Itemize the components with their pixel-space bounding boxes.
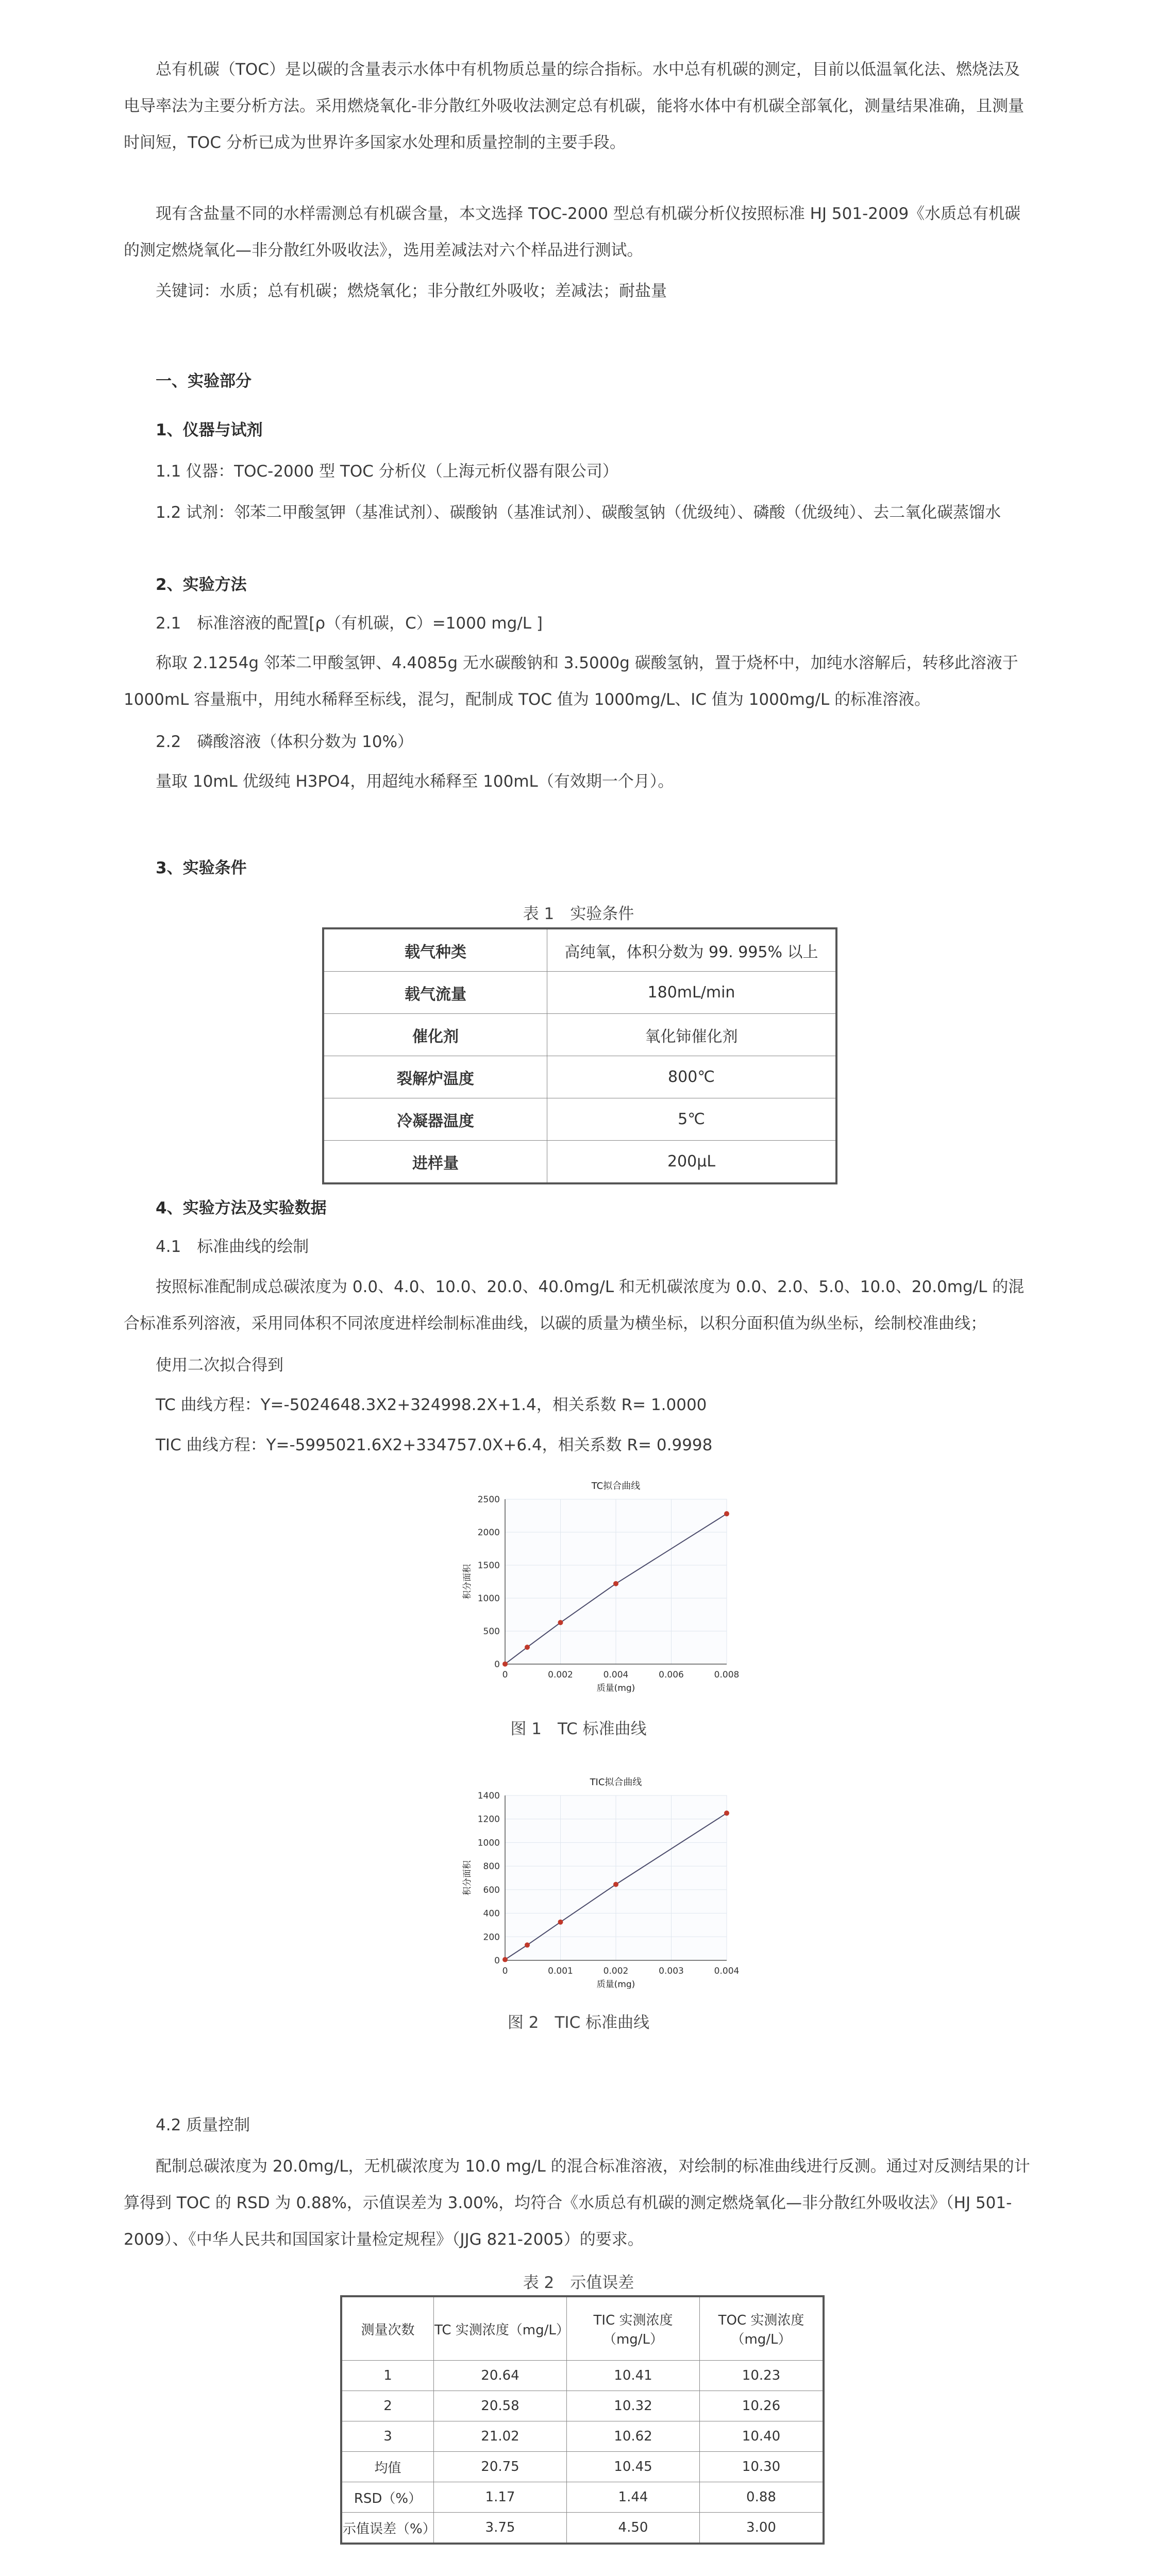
- table-row: 进样量 200μL: [323, 1141, 836, 1184]
- data-point: [724, 1511, 729, 1516]
- section-4-1-body: 按照标准配制成总碳浓度为 0.0、4.0、10.0、20.0、40.0mg/L 和无机碳浓度为 0.0、2.0、5.0、10.0、20.0mg/L 的混合标准系列溶液，采用同体积不同浓度进样绘制标准曲线，以碳的质量为横坐标，以积分面积值为纵坐标，绘制校准曲线；: [124, 1278, 1025, 1333]
- table-row: RSD（%） 1.17 1.44 0.88: [341, 2482, 824, 2513]
- x-tick-label: 0.006: [659, 1670, 684, 1680]
- x-axis-label: 质量(mg): [596, 1683, 635, 1692]
- y-tick-label: 1400: [477, 1791, 500, 1801]
- x-tick-label: 0.001: [548, 1966, 573, 1976]
- table-row: 载气种类 高纯氧，体积分数为 99. 995% 以上: [323, 928, 836, 972]
- experiment-conditions-table: [322, 927, 837, 1184]
- x-tick-label: 0.004: [603, 1670, 629, 1680]
- intro-paragraph-1: 总有机碳（TOC）是以碳的含量表示水体中有机物质总量的综合指标。水中总有机碳的测定，目前以低温氧化法、燃烧法及电导率法为主要分析方法。采用燃烧氧化-非分散红外吸收法测定总有机碳，能将水体中有机碳全部氧化，测量结果准确，且测量时间短，TOC 分析已成为世界许多国家水处理和质量控制的主要手段。: [124, 60, 1025, 152]
- x-tick-label: 0.002: [603, 1966, 629, 1976]
- section-4-title: 4、实验方法及实验数据: [156, 1199, 327, 1217]
- data-point: [724, 1810, 729, 1816]
- x-tick-label: 0: [502, 1670, 508, 1680]
- reagent-line: 1.2 试剂：邻苯二甲酸氢钾（基准试剂）、碳酸钠（基准试剂）、碳酸氢钠（优级纯）、磷酸（优级纯）、去二氧化碳蒸馏水: [156, 503, 1001, 522]
- tc-standard-curve-chart: [454, 1476, 742, 1692]
- tc-equation: TC 曲线方程：Y=-5024648.3X2+324998.2X+1.4，相关系数 R= 1.0000: [156, 1396, 707, 1414]
- y-tick-label: 2500: [477, 1495, 500, 1505]
- table-row: 均值 20.75 10.45 10.30: [341, 2452, 824, 2482]
- fit-note: 使用二次拟合得到: [156, 1356, 283, 1375]
- figure-1-caption: 图 1 TC 标准曲线: [510, 1720, 647, 1738]
- table-row: 冷凝器温度 5℃: [323, 1098, 836, 1141]
- section-4-1-title: 4.1 标准曲线的绘制: [156, 1238, 309, 1256]
- y-tick-label: 500: [483, 1626, 500, 1637]
- section-1-subtitle: 1、仪器与试剂: [156, 421, 263, 439]
- y-tick-label: 1000: [477, 1838, 500, 1849]
- table-row: 催化剂 氧化铈催化剂: [323, 1014, 836, 1056]
- chart-title: TIC拟合曲线: [590, 1777, 642, 1788]
- data-point: [502, 1957, 508, 1962]
- y-axis-label: 积分面积: [462, 1564, 473, 1599]
- x-axis-label: 质量(mg): [596, 1979, 635, 1989]
- x-tick-label: 0: [502, 1966, 508, 1976]
- table-row: 裂解炉温度 800℃: [323, 1056, 836, 1098]
- y-axis-label: 积分面积: [462, 1860, 473, 1895]
- section-4-2-title: 4.2 质量控制: [156, 2116, 250, 2134]
- x-tick-label: 0.003: [659, 1966, 684, 1976]
- x-tick-label: 0.008: [714, 1670, 740, 1680]
- table-row: 1 20.64 10.41 10.23: [341, 2361, 824, 2391]
- section-3-title: 3、实验条件: [156, 859, 247, 877]
- method-2-2-body: 量取 10mL 优级纯 H3PO4，用超纯水稀释至 100mL（有效期一个月）。: [156, 772, 674, 791]
- method-2-1-title: 2.1 标准溶液的配置[ρ（有机碳，C）=1000 mg/L ]: [156, 614, 543, 633]
- table-header-row: 测量次数 TC 实测浓度（mg/L） TIC 实测浓度（mg/L） TOC 实测浓度（mg/L）: [341, 2296, 824, 2361]
- table-2-caption: 表 2 示值误差: [523, 2274, 634, 2292]
- data-point: [525, 1645, 530, 1650]
- method-2-2-title: 2.2 磷酸溶液（体积分数为 10%）: [156, 733, 414, 751]
- indication-error-table: [340, 2295, 825, 2545]
- section-4-2-body: 配制总碳浓度为 20.0mg/L，无机碳浓度为 10.0 mg/L 的混合标准溶液，对绘制的标准曲线进行反测。通过对反测结果的计算得到 TOC 的 RSD 为 0.88%，示值误差为 3.00%，均符合《水质总有机碳的测定燃烧氧化—非分散红外吸收法》（HJ 501-2009）、《中华人民共和国国家计量检定规程》（JJG 821-2005）的要求。: [124, 2157, 1030, 2249]
- table-row: 3 21.02 10.62 10.40: [341, 2421, 824, 2452]
- tic-equation: TIC 曲线方程：Y=-5995021.6X2+334757.0X+6.4，相关系数 R= 0.9998: [156, 1436, 713, 1454]
- section-2-title: 2、实验方法: [156, 575, 247, 594]
- keywords: 关键词：水质；总有机碳；燃烧氧化；非分散红外吸收；差减法；耐盐量: [156, 282, 667, 300]
- instrument-line: 1.1 仪器：TOC-2000 型 TOC 分析仪（上海元析仪器有限公司）: [156, 462, 618, 481]
- intro-paragraph-2: 现有含盐量不同的水样需测总有机碳含量，本文选择 TOC-2000 型总有机碳分析仪按照标准 HJ 501-2009《水质总有机碳的测定燃烧氧化—非分散红外吸收法》，选用差减法对六个样品进行测试。: [124, 205, 1021, 260]
- chart-title: TC拟合曲线: [591, 1481, 641, 1492]
- method-2-1-body: 称取 2.1254g 邻苯二甲酸氢钾、4.4085g 无水碳酸钠和 3.5000g 碳酸氢钠，置于烧杯中，加纯水溶解后，转移此溶液于 1000mL 容量瓶中，用纯水稀释至标线，混匀，配制成 TOC 值为 1000mg/L、IC 值为 1000mg/L 的标准溶液。: [124, 654, 1018, 709]
- data-point: [502, 1662, 508, 1667]
- table-row: 载气流量 180mL/min: [323, 972, 836, 1014]
- data-point: [613, 1581, 618, 1586]
- x-tick-label: 0.004: [714, 1966, 740, 1976]
- y-tick-label: 800: [483, 1861, 500, 1872]
- y-tick-label: 0: [494, 1659, 500, 1670]
- y-tick-label: 600: [483, 1885, 500, 1895]
- y-tick-label: 400: [483, 1908, 500, 1919]
- table-1-caption: 表 1 实验条件: [523, 905, 634, 923]
- data-point: [558, 1920, 563, 1925]
- table-row: 2 20.58 10.32 10.26: [341, 2391, 824, 2421]
- table-row: 示值误差（%） 3.75 4.50 3.00: [341, 2513, 824, 2544]
- data-point: [613, 1882, 618, 1887]
- y-tick-label: 1500: [477, 1561, 500, 1571]
- y-tick-label: 1200: [477, 1814, 500, 1825]
- tic-standard-curve-chart: [454, 1772, 742, 1989]
- y-tick-label: 0: [494, 1956, 500, 1966]
- figure-2-caption: 图 2 TIC 标准曲线: [507, 2013, 650, 2032]
- y-tick-label: 2000: [477, 1528, 500, 1538]
- y-tick-label: 1000: [477, 1594, 500, 1604]
- x-tick-label: 0.002: [548, 1670, 573, 1680]
- data-point: [525, 1942, 530, 1947]
- section-1-title: 一、实验部分: [156, 372, 251, 391]
- y-tick-label: 200: [483, 1932, 500, 1943]
- data-point: [558, 1620, 563, 1625]
